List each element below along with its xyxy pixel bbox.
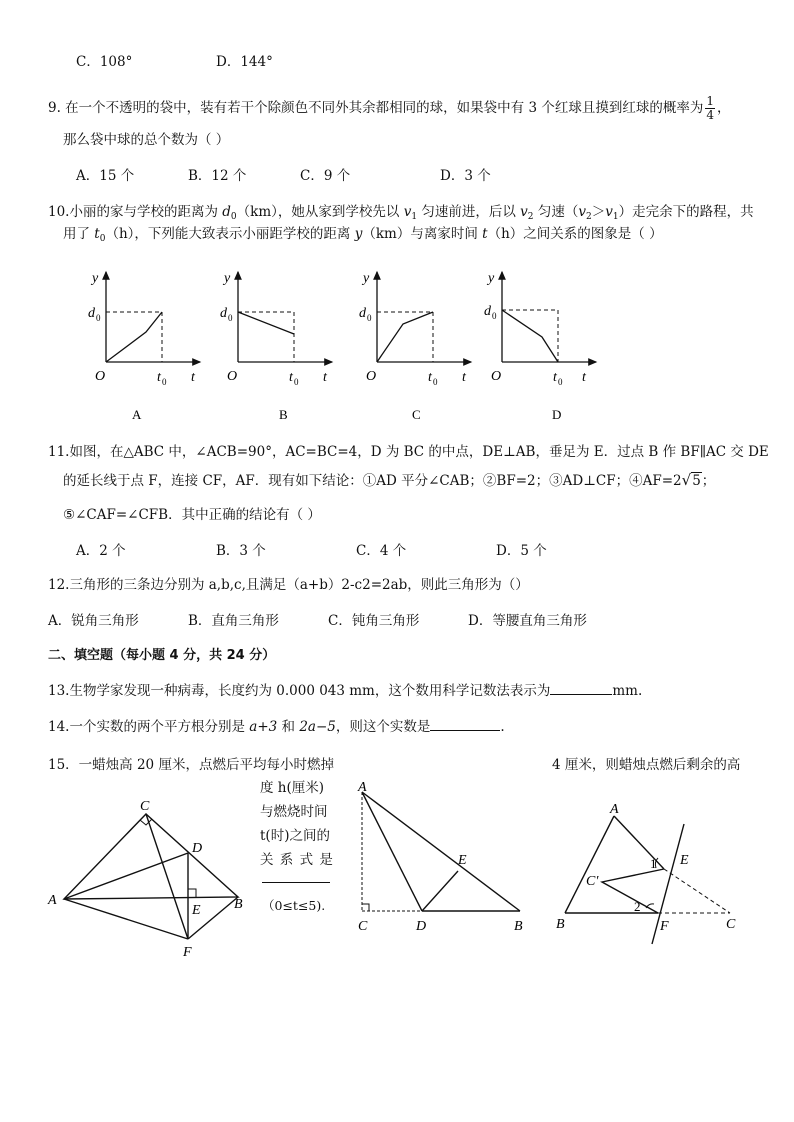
q10-v1-sub: 1 (411, 212, 418, 222)
graph-b-caption: B (279, 407, 288, 422)
q14-text-2: 和 (277, 719, 300, 735)
q15-line-4: 关 系 式 是 (260, 852, 334, 868)
q10-text-1: 10.小丽的家与学校的距离为 (48, 204, 223, 220)
q15-range: （0≤t≤5). (262, 898, 326, 913)
graph-a-origin: O (95, 369, 106, 384)
q15-stem-left: 15．一蜡烛高 20 厘米，点燃后平均每小时燃掉 (48, 757, 334, 773)
q14-stem (48, 715, 505, 735)
q9-stem-text: 9. 在一个不透明的袋中，装有若干个除颜色不同外其余都相同的球，如果袋中有 3 个红球且摸到红球的概率为 (48, 100, 704, 116)
fig1-right-angle-e (188, 889, 196, 897)
fig1-segment-ad (64, 853, 188, 899)
figure-1 (40, 792, 270, 962)
q10-text-5: ）走完余下的路程，共 (618, 204, 754, 220)
fig1-label-f: F (183, 945, 192, 960)
q13-answer-blank[interactable] (550, 694, 612, 695)
graph-b-y-label: y (224, 271, 231, 286)
fig3-segment-ae (614, 816, 664, 869)
q12-option-a: A．锐角三角形 (48, 613, 139, 629)
q10-graphs (0, 262, 794, 462)
fig3-dashed-ec (664, 869, 730, 913)
graph-c-origin: O (366, 369, 377, 384)
graph-c-curve (377, 312, 433, 362)
q14-text-1: 14.一个实数的两个平方根分别是 (48, 719, 250, 735)
fig2-right-angle-c (362, 904, 369, 911)
fig2-label-e: E (458, 853, 467, 868)
q10-v1b-sub: 1 (612, 212, 619, 222)
graph-c-t0: t (428, 370, 432, 385)
graph-c-d-sub: 0 (367, 313, 372, 323)
graph-a-d-label: d (88, 306, 95, 321)
fig3-label-1: 1 (650, 856, 657, 871)
q15-line-2: 与燃烧时间 (260, 804, 328, 820)
q10-t0-sub: 0 (99, 234, 106, 244)
graph-b-d-sub: 0 (228, 313, 233, 323)
q11-coef: 2 (673, 473, 682, 489)
q10-graph-a (88, 271, 200, 422)
q15-wrapped-text (260, 776, 334, 872)
q10-text-4: 匀速（ (533, 204, 579, 220)
q11-stem-line1: 11.如图，在△ABC 中，∠ACB=90°，AC=BC=4，D 为 BC 的中点，DE⊥AB，垂足为 E．过点 B 作 BF∥AC 交 DE (48, 444, 769, 460)
section-2-heading: 二、填空题（每小题 4 分，共 24 分） (48, 648, 276, 663)
graph-d-d-label: d (484, 304, 491, 319)
q15-answer-blank[interactable] (262, 882, 330, 883)
fig3-segment-ab (565, 816, 614, 913)
fig3-label-f: F (660, 919, 669, 934)
graph-b-t0-sub: 0 (294, 377, 299, 387)
q10-text-3: 匀速前进，后以 (417, 204, 521, 220)
q9-fraction (705, 95, 715, 122)
graph-d-t0: t (553, 370, 557, 385)
q10-gt: ＞ (591, 204, 606, 220)
fig1-label-e: E (192, 903, 201, 918)
q9-option-d: D．3 个 (440, 168, 491, 184)
q14-text-3: ，则这个实数是 (335, 719, 431, 735)
q14-answer-blank[interactable] (430, 730, 500, 731)
q10-d0: d (222, 204, 231, 220)
q12-option-d: D．等腰直角三角形 (468, 613, 587, 629)
graph-c-t-label: t (462, 370, 466, 385)
q10-v2b-sub: 2 (585, 212, 592, 222)
q10-text-2: （km），她从家到学校先以 (236, 204, 404, 220)
fig2-label-b: B (514, 919, 523, 934)
q10-v2-sub: 2 (527, 212, 534, 222)
q11-option-c: C．4 个 (356, 543, 407, 559)
graph-c-caption: C (412, 407, 421, 422)
fig3-label-b: B (556, 917, 565, 932)
graph-b-curve (238, 312, 294, 334)
graph-b-t0: t (289, 370, 293, 385)
q11-radicand: 5 (692, 473, 701, 489)
q10-d0-sub: 0 (230, 212, 237, 222)
q9-stem-end: ， (716, 100, 731, 116)
graph-b-d-label: d (220, 306, 227, 321)
figure-2 (350, 780, 540, 940)
graph-c-y-label: y (363, 271, 370, 286)
q11-sqrt: √ (681, 471, 692, 489)
q15-line-3: t(时)之间的 (260, 828, 330, 844)
q15-stem-right: 4 厘米，则蜡烛点燃后剩余的高 (552, 757, 741, 773)
q13-unit: mm. (612, 683, 643, 699)
q10-stem-line1 (48, 200, 754, 222)
q11-option-b: B．3 个 (216, 543, 266, 559)
fig3-label-c: C (726, 917, 736, 932)
graph-d-curve (502, 310, 558, 362)
fig3-label-2: 2 (634, 899, 641, 914)
fig1-label-a: A (48, 893, 57, 908)
graph-a-d-sub: 0 (96, 313, 101, 323)
q10-v1b: v (605, 204, 613, 220)
q12-option-b: B．直角三角形 (188, 613, 279, 629)
graph-a-t0: t (157, 370, 161, 385)
q8-option-c: C．108° (76, 54, 133, 70)
q14-root-1: a+3 (249, 719, 278, 735)
fig3-label-e: E (680, 853, 689, 868)
q14-period: . (500, 719, 505, 735)
q9-frac-den: 4 (706, 108, 714, 122)
q10-graph-d (484, 271, 596, 422)
q11-option-d: D．5 个 (496, 543, 547, 559)
fig1-label-c: C (140, 799, 150, 814)
graph-a-y-label: y (92, 271, 99, 286)
fig2-label-d: D (416, 919, 427, 934)
fig1-segment-af (64, 899, 188, 939)
q13-text: 13.生物学家发现一种病毒，长度约为 0.000 043 mm，这个数用科学记数法表示为 (48, 683, 551, 699)
fig2-segment-ad (362, 792, 422, 911)
graph-d-t0-sub: 0 (558, 377, 563, 387)
q10-graph-b (220, 271, 332, 422)
fig1-right-angle-c (140, 819, 152, 825)
graph-d-t-label: t (582, 370, 586, 385)
graph-d-d-sub: 0 (492, 311, 497, 321)
q15-line-1: 度 h(厘米) (260, 780, 325, 796)
graph-b-t-label: t (323, 370, 327, 385)
q11-option-a: A．2 个 (76, 543, 126, 559)
q10-v1: v (403, 204, 412, 220)
q11-stem-line3: ⑤∠CAF=∠CFB．其中正确的结论有（ ） (63, 507, 321, 523)
graph-d-caption: D (552, 407, 562, 422)
q13-stem (48, 679, 642, 699)
fig2-label-a: A (358, 780, 367, 795)
fig3-label-a: A (610, 802, 619, 817)
q8-option-d: D．144° (216, 54, 273, 70)
fig3-folded-edges (602, 869, 664, 913)
q9-stem (48, 95, 730, 122)
q10-y: y (354, 226, 363, 242)
q9-stem-line2: 那么袋中球的总个数为（ ） (63, 132, 230, 148)
graph-b-origin: O (227, 369, 238, 384)
graph-a-curve (106, 312, 162, 362)
figure-3 (550, 796, 750, 946)
graph-c-d-label: d (359, 306, 366, 321)
q11-stem-line2 (63, 469, 715, 489)
q10-v2b: v (578, 204, 586, 220)
q10-text-9: （h）之间关系的图象是（ ） (487, 226, 663, 242)
q14-root-2: 2a−5 (299, 719, 336, 735)
q9-option-c: C．9 个 (300, 168, 351, 184)
q10-v2: v (520, 204, 528, 220)
graph-d-origin: O (491, 369, 502, 384)
q10-t: t (482, 226, 488, 242)
fig2-segment-de (422, 871, 458, 911)
q12-option-c: C．钝角三角形 (328, 613, 420, 629)
q11-text: 的延长线于点 F，连接 CF，AF．现有如下结论：①AD 平分∠CAB；②BF=2；③AD⊥CF；④AF= (63, 473, 674, 489)
fig2-label-c: C (358, 919, 368, 934)
fig1-label-d: D (192, 841, 203, 856)
q10-stem-line2 (63, 222, 663, 244)
q10-graph-c (359, 271, 471, 422)
q10-text-7: （h），下列能大致表示小丽距学校的距离 (105, 226, 355, 242)
fig2-segment-ab (362, 792, 520, 911)
q10-text-6: 用了 (63, 226, 95, 242)
q12-stem: 12.三角形的三条边分别为 a,b,c,且满足（a+b）2-c2=2ab，则此三角形为（） (48, 577, 529, 593)
q9-option-a: A．15 个 (76, 168, 135, 184)
q10-text-8: （km）与离家时间 (362, 226, 483, 242)
q9-frac-num: 1 (706, 94, 714, 108)
graph-d-y-label: y (488, 271, 495, 286)
q10-t0: t (94, 226, 100, 242)
graph-a-t0-sub: 0 (162, 377, 167, 387)
q9-option-b: B．12 个 (188, 168, 247, 184)
fig1-label-b: B (234, 897, 243, 912)
q11-semicolon: ； (701, 473, 716, 489)
fig3-label-c-prime: C′ (586, 874, 599, 889)
graph-a-caption: A (132, 407, 142, 422)
graph-c-t0-sub: 0 (433, 377, 438, 387)
graph-a-t-label: t (191, 370, 195, 385)
